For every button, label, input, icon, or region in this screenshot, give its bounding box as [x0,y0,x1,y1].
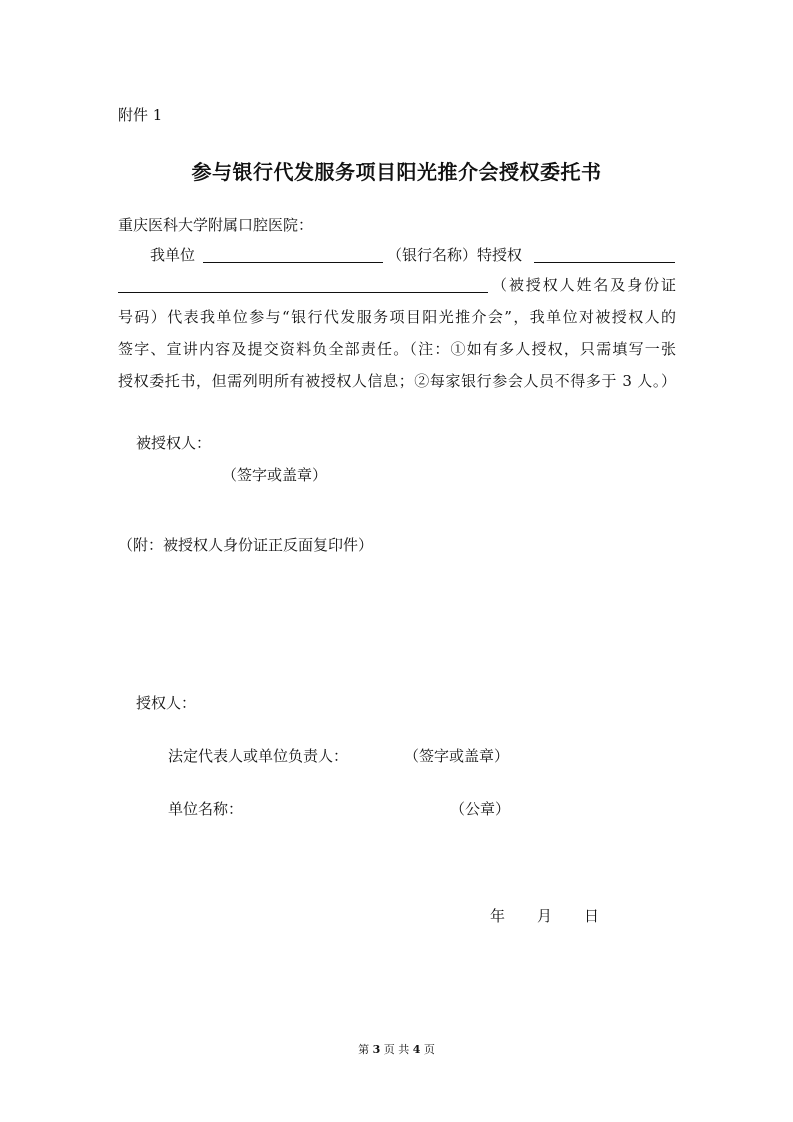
attachment-label: 附件 1 [118,106,163,124]
legal-rep-label: 法定代表人或单位负责人： [168,747,349,765]
grantee-sign-note: （签字或盖章） [222,466,328,484]
footer-total-pages: 4 [412,1043,421,1056]
footer-prefix: 第 [358,1043,370,1056]
body-line2-suffix: （被授权人姓名及身份证 [492,276,676,294]
footer-middle: 页 共 [383,1043,410,1056]
grantee-blank-part2[interactable] [118,292,488,293]
document-title: 参与银行代发服务项目阳光推介会授权委托书 [191,160,602,184]
date-year: 年 [490,907,506,925]
unit-seal-note: （公章） [450,800,511,818]
body-line5: 授权委托书，但需列明所有被授权人信息；②每家银行参会人员不得多于 3 人。） [118,372,676,390]
body-line3: 号码）代表我单位参与“银行代发服务项目阳光推介会”，我单位对被授权人的 [118,308,676,326]
attachment-note: （附：被授权人身份证正反面复印件） [118,536,374,554]
date-month: 月 [537,907,553,925]
legal-rep-sign-note: （签字或盖章） [404,747,510,765]
footer-current-page: 3 [372,1043,381,1056]
footer-suffix: 页 [423,1043,435,1056]
recipient-line: 重庆医科大学附属口腔医院： [118,216,314,234]
body-line1-prefix: 我单位 [150,246,196,264]
grantee-blank-part1[interactable] [534,262,675,263]
bank-unit-blank[interactable] [203,262,383,263]
body-line1-bank-name: （银行名称）特授权 [387,246,523,264]
unit-name-label: 单位名称： [168,800,244,818]
grantee-label: 被授权人： [136,434,212,452]
date-day: 日 [584,907,600,925]
body-line4: 签字、宣讲内容及提交资料负全部责任。（注：①如有多人授权，只需填写一张 [118,340,676,358]
page-footer [0,1041,793,1057]
grantor-label: 授权人： [136,694,197,712]
